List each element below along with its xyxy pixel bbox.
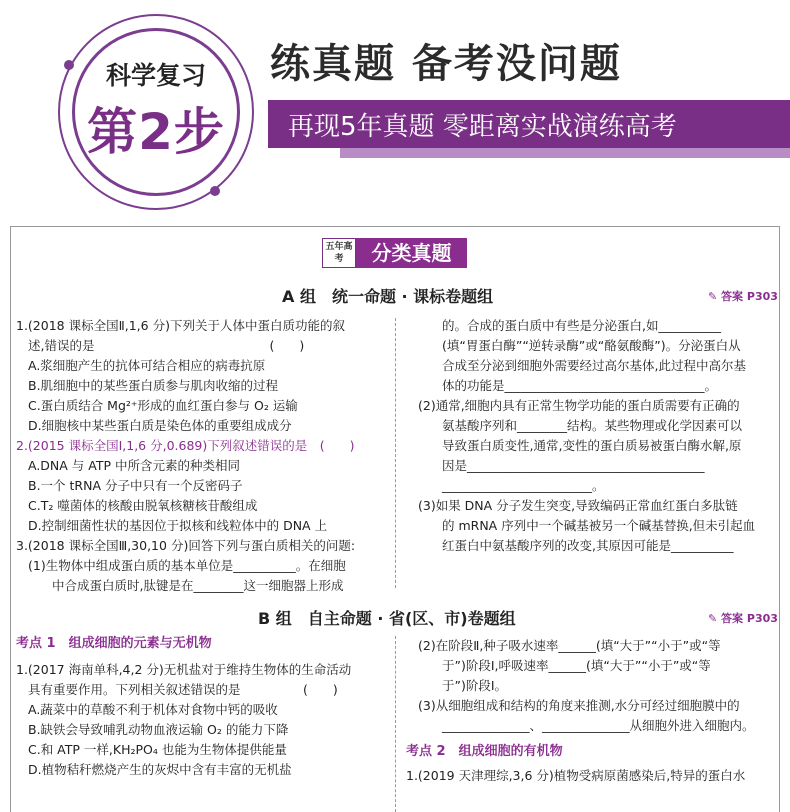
question-line: (3)如果 DNA 分子发生突变,导致编码正常血红蛋白多肽链 bbox=[418, 498, 738, 513]
headline: 练真题 备考没问题 bbox=[270, 41, 622, 87]
question-line: 具有重要作用。下列相关叙述错误的是 ( ) bbox=[28, 682, 338, 697]
question-line: 导致蛋白质变性,通常,变性的蛋白质易被蛋白酶水解,原 bbox=[442, 438, 742, 453]
option-line: A.蔬菜中的草酸不利于机体对食物中钙的吸收 bbox=[28, 702, 278, 717]
column-divider bbox=[395, 318, 396, 588]
option-line: D.植物秸秆燃烧产生的灰烬中含有丰富的无机盐 bbox=[28, 762, 292, 777]
question-line: 1.(2019 天津理综,3,6 分)植物受病原菌感染后,特异的蛋白水 bbox=[406, 768, 746, 783]
knowledge-point-1: 考点 1 组成细胞的元素与无机物 bbox=[16, 636, 212, 651]
option-line: D.细胞核中某些蛋白质是染色体的重要组成成分 bbox=[28, 418, 292, 433]
group-a-left-column bbox=[16, 316, 388, 596]
group-b-answer-ref[interactable] bbox=[708, 610, 778, 626]
question-line: 的。合成的蛋白质中有些是分泌蛋白,如__________ bbox=[442, 318, 721, 333]
subline: 再现5年真题 零距离实战演练高考 bbox=[288, 112, 677, 142]
group-b-answer-text: 答案 P303 bbox=[721, 612, 778, 625]
section-tag-main: 分类真题 bbox=[356, 238, 467, 268]
option-line: B.缺铁会导致哺乳动物血液运输 O₂ 的能力下降 bbox=[28, 722, 289, 737]
question-line: ______________、______________从细胞外进入细胞内。 bbox=[442, 718, 755, 733]
option-line: B.一个 tRNA 分子中只有一个反密码子 bbox=[28, 478, 243, 493]
banner bbox=[0, 0, 790, 220]
question-line: 于”)阶段Ⅰ,呼吸速率______(填“大于”“小于”或“等 bbox=[442, 658, 711, 673]
option-line: A.浆细胞产生的抗体可结合相应的病毒抗原 bbox=[28, 358, 266, 373]
option-line: C.T₂ 噬菌体的核酸由脱氧核糖核苷酸组成 bbox=[28, 498, 258, 513]
column-divider bbox=[395, 636, 396, 812]
question-line: 的 mRNA 序列中一个碱基被另一个碱基替换,但未引起血 bbox=[442, 518, 756, 533]
question-line: (2)通常,细胞内具有正常生物学功能的蛋白质需要有正确的 bbox=[418, 398, 740, 413]
group-a-right-column bbox=[406, 316, 776, 556]
question-line: 1.(2018 课标全国Ⅱ,1,6 分)下列关于人体中蛋白质功能的叙 bbox=[16, 318, 345, 333]
question-line: 红蛋白中氨基酸序列的改变,其原因可能是__________ bbox=[442, 538, 734, 553]
question-line: (1)生物体中组成蛋白质的基本单位是__________。在细胞 bbox=[28, 558, 346, 573]
question-line: (2)在阶段Ⅱ,种子吸水速率______(填“大于”“小于”或“等 bbox=[418, 638, 721, 653]
question-line: 因是______________________________________ bbox=[442, 458, 705, 473]
option-line: C.蛋白质结合 Mg²⁺形成的血红蛋白参与 O₂ 运输 bbox=[28, 398, 298, 413]
option-line: D.控制细菌性状的基因位于拟核和线粒体中的 DNA 上 bbox=[28, 518, 328, 533]
group-a-answer-text: 答案 P303 bbox=[721, 290, 778, 303]
question-line: 氨基酸序列和________结构。某些物理或化学因素可以 bbox=[442, 418, 743, 433]
answer-pointer-icon: ✎ bbox=[708, 290, 722, 303]
section-tag-small: 五年高考 bbox=[322, 238, 356, 268]
badge-top-text: 科学复习 bbox=[105, 61, 206, 90]
badge-step-text: 第2步 bbox=[87, 103, 225, 161]
group-b-title: B 组 自主命题 · 省(区、市)卷题组 bbox=[258, 609, 516, 628]
question-line: 体的功能是________________________________。 bbox=[442, 378, 718, 393]
option-line: A.DNA 与 ATP 中所含元素的种类相同 bbox=[28, 458, 241, 473]
subline-band-shadow bbox=[340, 148, 790, 158]
question-line: 合成至分泌到细胞外需要经过高尔基体,此过程中高尔基 bbox=[442, 358, 746, 373]
question-line: (填“胃蛋白酶”“逆转录酶”或“酪氨酸酶”)。分泌蛋白从 bbox=[442, 338, 741, 353]
question-line: 1.(2017 海南单科,4,2 分)无机盐对于维持生物体的生命活动 bbox=[16, 662, 352, 677]
knowledge-point-2: 考点 2 组成细胞的有机物 bbox=[406, 744, 563, 759]
option-line: B.肌细胞中的某些蛋白质参与肌肉收缩的过程 bbox=[28, 378, 279, 393]
question-line: 于”)阶段Ⅰ。 bbox=[442, 678, 508, 693]
badge-dot bbox=[210, 186, 220, 196]
option-line: C.和 ATP 一样,KH₂PO₄ 也能为生物体提供能量 bbox=[28, 742, 287, 757]
group-a-title: A 组 统一命题 · 课标卷题组 bbox=[282, 287, 494, 306]
question-line: ________________________。 bbox=[442, 478, 605, 493]
question-line: 述,错误的是 ( ) bbox=[28, 338, 305, 353]
group-a-answer-ref[interactable] bbox=[708, 288, 778, 304]
question-line: 中合成蛋白质时,肽键是在________这一细胞器上形成 bbox=[52, 578, 344, 593]
question-line: 3.(2018 课标全国Ⅲ,30,10 分)回答下列与蛋白质相关的问题: bbox=[16, 538, 356, 553]
answer-pointer-icon: ✎ bbox=[708, 612, 722, 625]
group-b-right-column bbox=[406, 636, 776, 786]
badge-dot bbox=[64, 60, 74, 70]
question-line: 2.(2015 课标全国Ⅰ,1,6 分,0.689)下列叙述错误的是 ( ) bbox=[16, 438, 355, 453]
group-b-left-column bbox=[16, 634, 388, 780]
question-line: (3)从细胞组成和结构的角度来推测,水分可经过细胞膜中的 bbox=[418, 698, 740, 713]
